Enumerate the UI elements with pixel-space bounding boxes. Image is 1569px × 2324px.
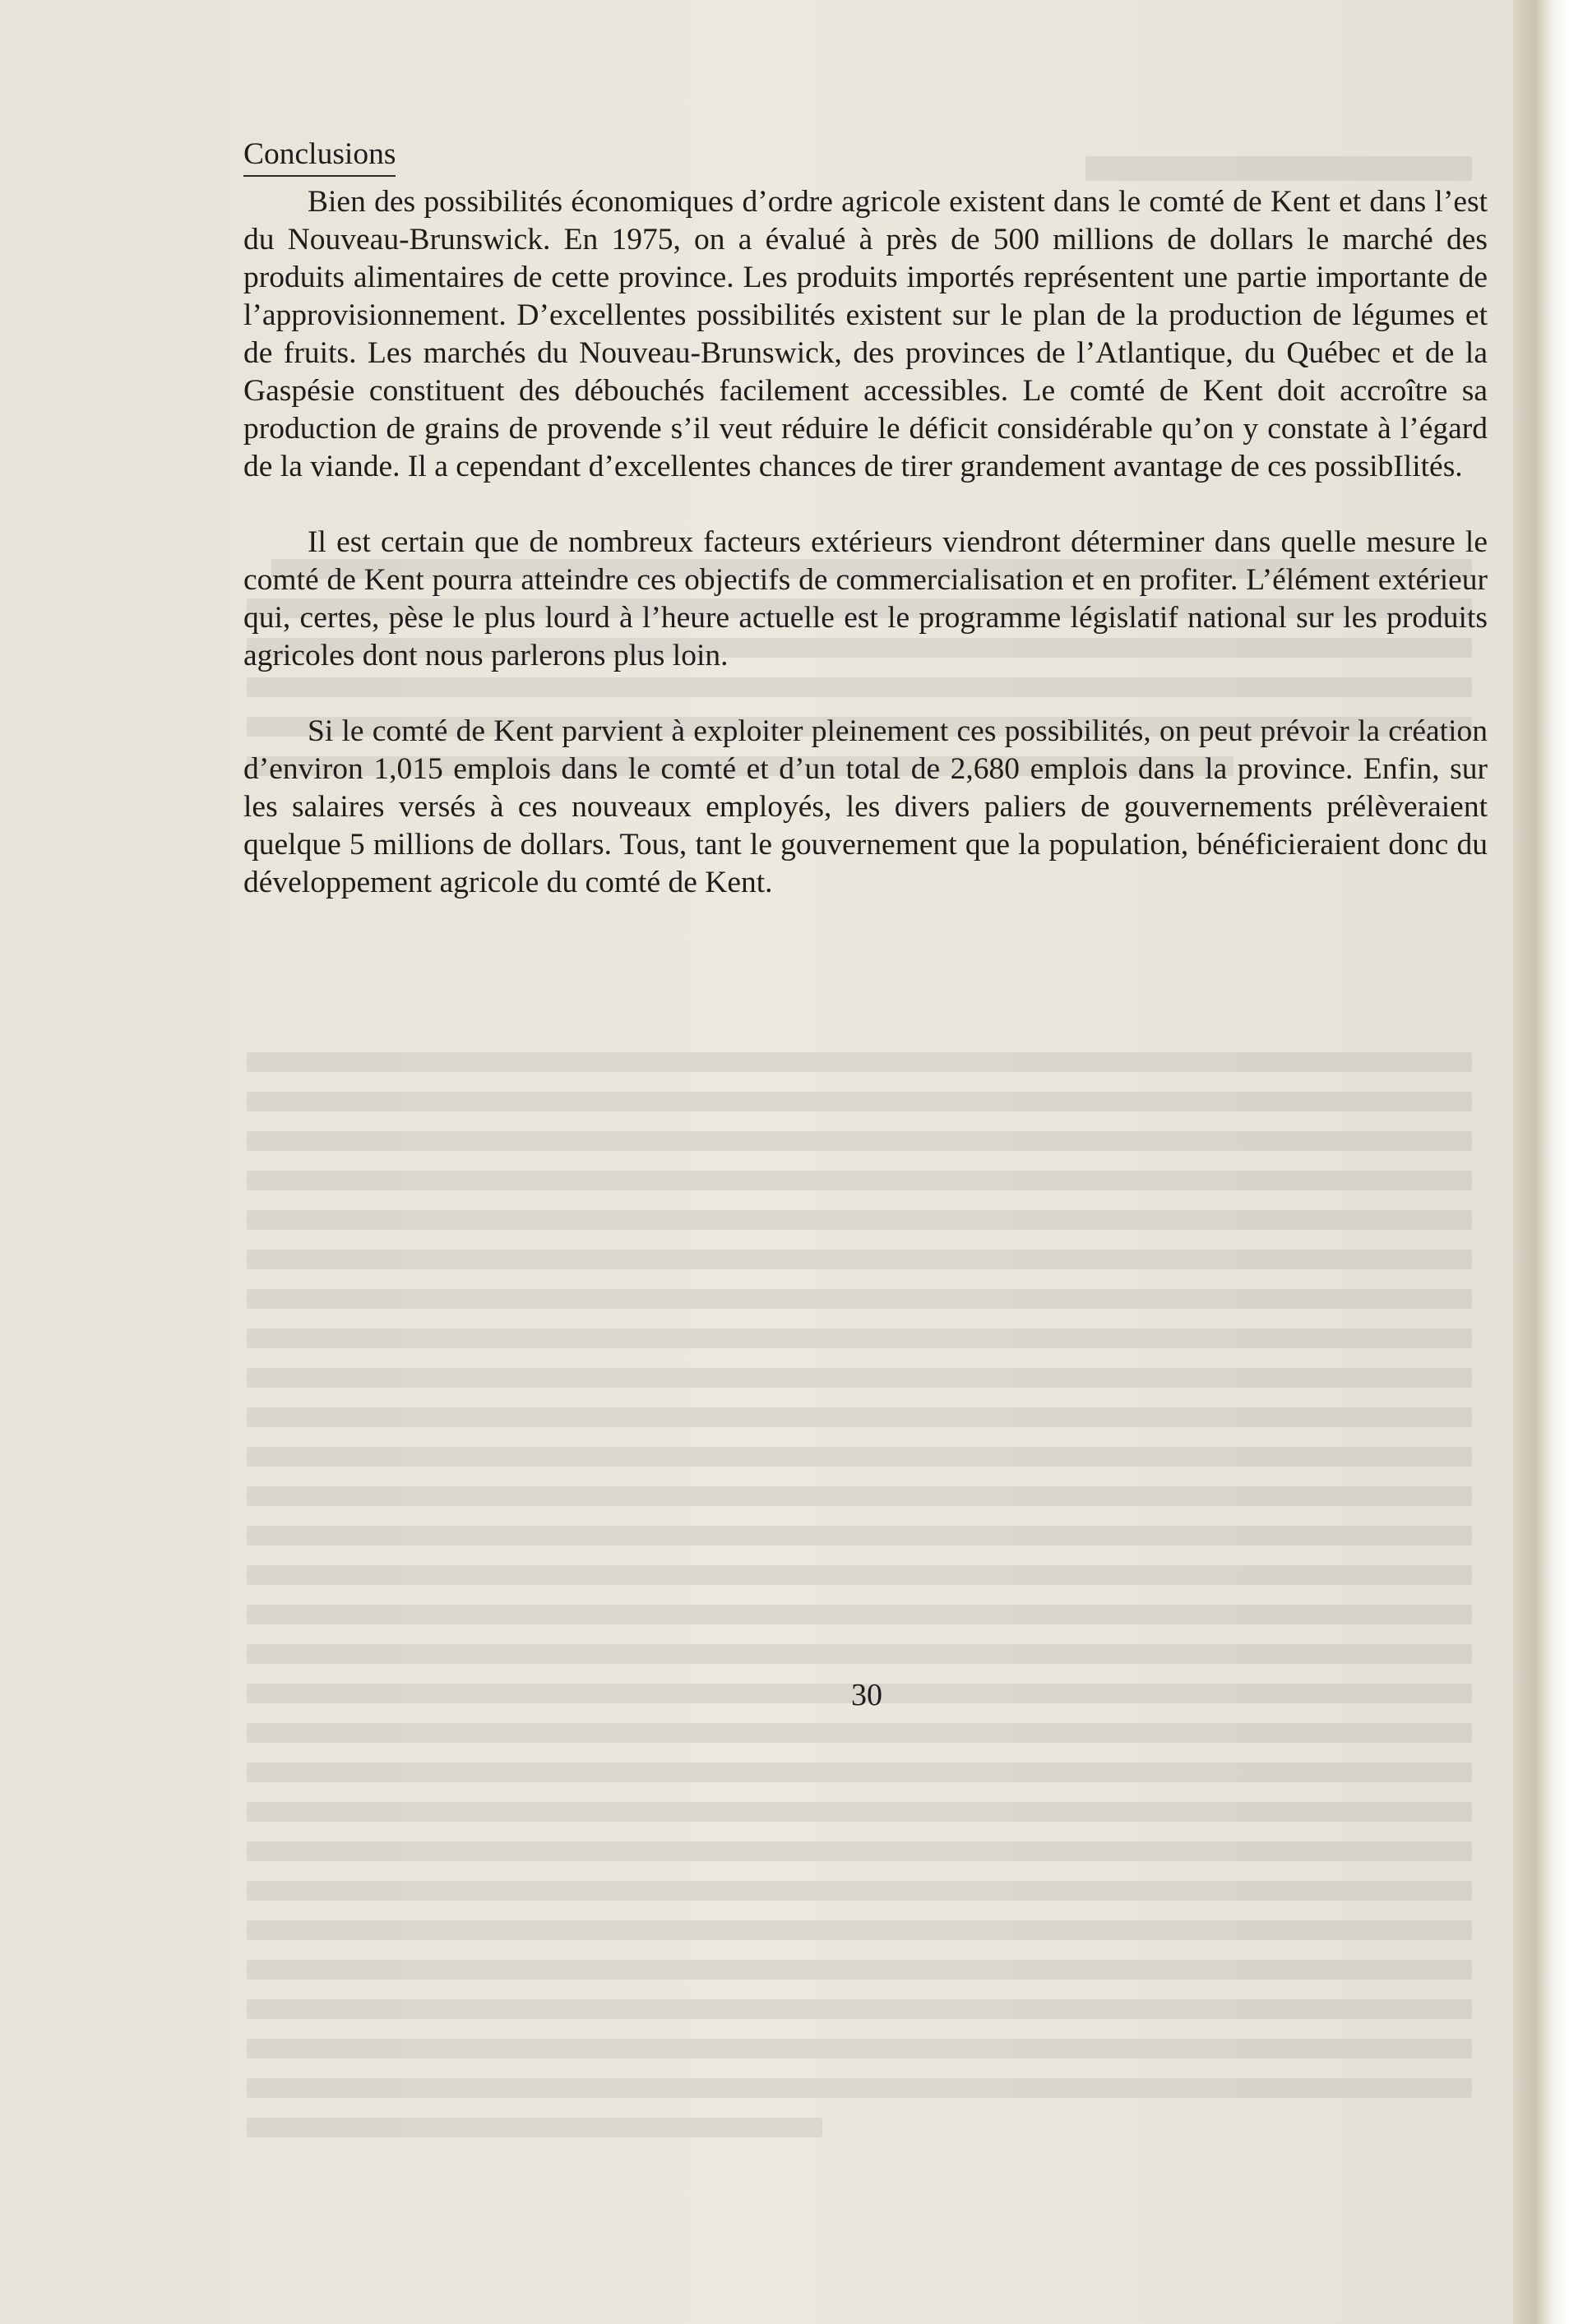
section-heading: Conclusions xyxy=(243,136,396,177)
page-number: 30 xyxy=(851,1678,882,1712)
page-edge xyxy=(1513,0,1569,2324)
paragraph-2: Il est certain que de nombreux facteurs extérieurs viendront déterminer dans quelle mesure le comté de Kent pourra atteindre ces objectifs de commercialisation et en profiter. L’élément extérieur qui, certes, pèse le plus lourd à l’heure actuelle est le programme législatif national sur les produits agricoles dont nous parlerons plus loin. xyxy=(243,525,1488,672)
paragraph-3: Si le comté de Kent parvient à exploiter pleinement ces possibilités, on peut prévoir la création d’environ 1,015 emplois dans le comté et d’un total de 2,680 emplois dans la province. Enfin, sur les salaires versés à ces nouveaux employés, les divers paliers de gouvernements prélèveraient quelque 5 millions de dollars. Tous, tant le gouvernement que la population, bénéficieraient donc du développement agricole du comté de Kent. xyxy=(243,714,1488,899)
document-body xyxy=(243,136,1488,940)
paragraph-1: Bien des possibilités économiques d’ordre agricole existent dans le comté de Kent et dans l’est du Nouveau-Brunswick. En 1975, on a évalué à près de 500 millions de dollars le marché des produits alimentaires de cette province. Les produits importés représentent une partie importante de l’approvisionnement. D’excellentes possibilités existent sur le plan de la production de légumes et de fruits. Les marchés du Nouveau-Brunswick, des provinces de l’Atlantique, du Québec et de la Gaspésie constituent des débouchés facilement accessibles. Le comté de Kent doit accroître sa production de grains de provende s’il veut réduire le déficit considérable qu’on y constate à l’égard de la viande. Il a cependant d’excellentes chances de tirer grandement avantage de ces possibIlités. xyxy=(243,185,1488,483)
page-number-container xyxy=(0,1677,1569,1713)
